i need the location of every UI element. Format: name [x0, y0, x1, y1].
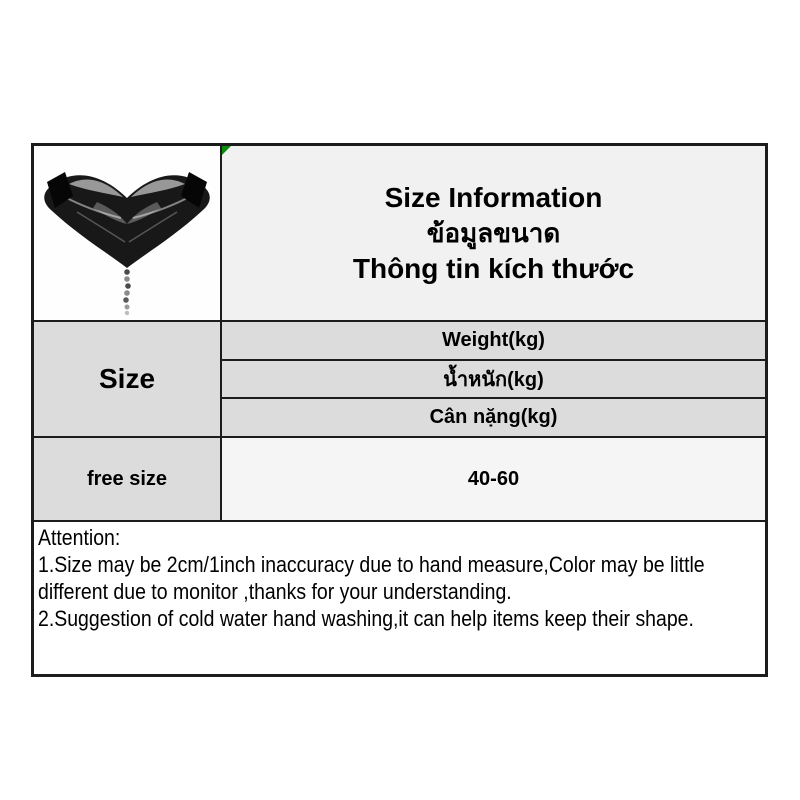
attention-note-2: 2.Suggestion of cold water hand washing,it can help items keep their shape.	[38, 606, 694, 631]
size-value-label: free size	[34, 438, 222, 520]
metric-label-th: น้ำหนัก(kg)	[222, 359, 765, 398]
attention-section	[34, 520, 765, 674]
attention-text	[38, 524, 765, 632]
size-column-header: Size	[34, 322, 222, 436]
title-english: Size Information	[384, 181, 603, 213]
metric-header-row	[34, 320, 765, 436]
product-image	[34, 146, 222, 320]
attention-note-1: 1.Size may be 2cm/1inch inaccuracy due to hand measure,Color may be little different due to monitor ,thanks for your understanding.	[38, 552, 705, 604]
title-cell	[222, 146, 765, 320]
metric-label-vi: Cân nặng(kg)	[222, 397, 765, 436]
metric-labels	[222, 322, 765, 436]
size-information-table	[31, 143, 768, 677]
title-vietnamese: Thông tin kích thước	[352, 252, 635, 284]
metric-label-en: Weight(kg)	[222, 322, 765, 359]
lace-thong-icon	[37, 150, 217, 316]
header-row	[34, 146, 765, 320]
table-row	[34, 436, 765, 520]
title-thai: ข้อมูลขนาด	[426, 217, 561, 248]
weight-range-value: 40-60	[222, 438, 765, 520]
attention-heading: Attention:	[38, 525, 121, 550]
cell-corner-flag-icon	[222, 146, 231, 155]
